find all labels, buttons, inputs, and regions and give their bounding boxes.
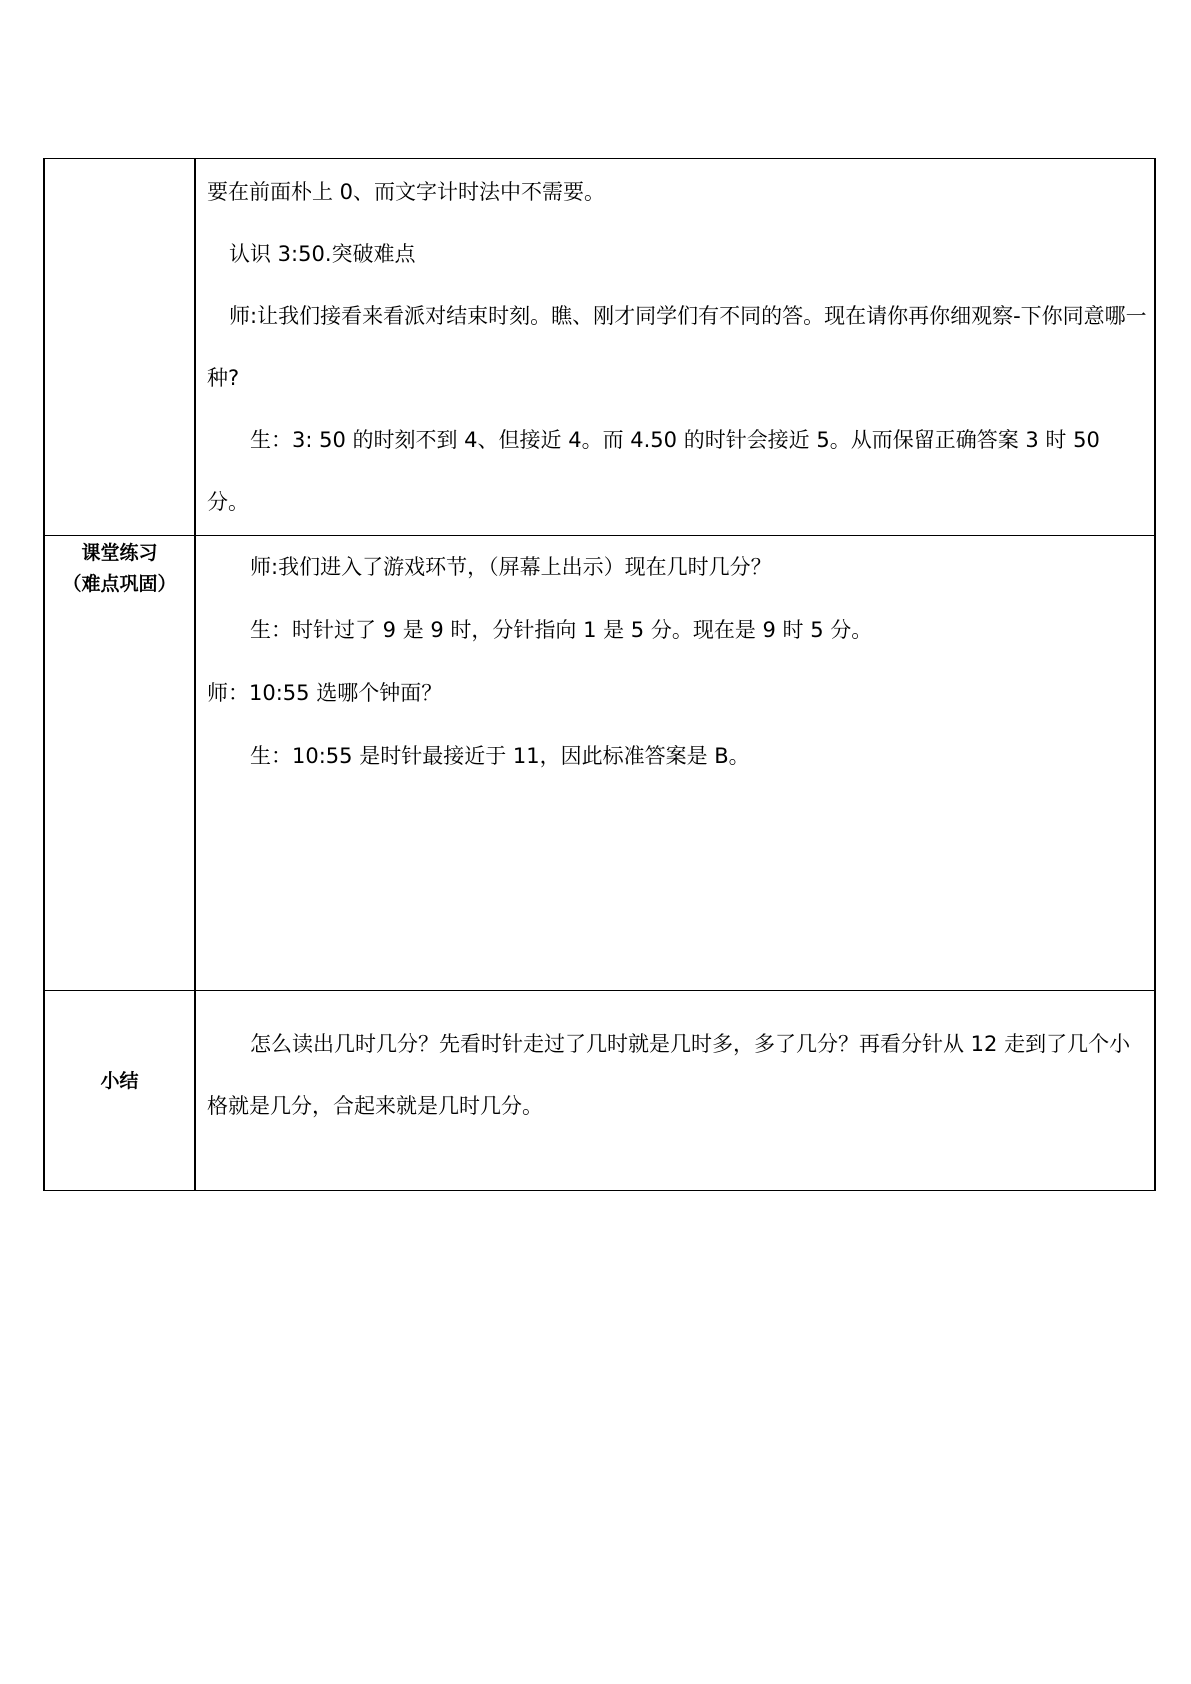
paragraph: 生：时针过了 9 是 9 时，分针指向 1 是 5 分。现在是 9 时 5 分。 bbox=[250, 618, 873, 642]
row-content bbox=[196, 536, 1154, 788]
row-label-cell bbox=[44, 991, 195, 1191]
paragraph: 师:我们进入了游戏环节，（屏幕上出示）现在几时几分？ bbox=[250, 555, 772, 579]
paragraph: 师:让我们接看来看派对结束时刻。瞧、刚才同学们有不同的答。现在请你再你细观察-下你同意哪一种? bbox=[207, 304, 1147, 390]
table-row-summary bbox=[44, 991, 1155, 1191]
row-label bbox=[45, 536, 194, 600]
row-label-line: 课堂练习 bbox=[81, 542, 158, 564]
row-label-cell bbox=[44, 159, 195, 536]
row-content bbox=[196, 991, 1154, 1137]
paragraph: 怎么读出几时几分？先看时针走过了几时就是几时多，多了几分？再看分针从 12 走到了几个小格就是几分，合起来就是几时几分。 bbox=[207, 1032, 1131, 1118]
table-row-continuation bbox=[44, 159, 1155, 536]
paragraph: 要在前面朴上 0、而文字计时法中不需要。 bbox=[207, 180, 606, 204]
row-content-cell bbox=[195, 536, 1155, 991]
table-row-practice bbox=[44, 536, 1155, 991]
row-label-line: （难点巩固） bbox=[62, 573, 177, 595]
lesson-plan-table bbox=[43, 158, 1156, 1191]
row-label bbox=[45, 159, 194, 161]
paragraph: 认识 3:50.突破难点 bbox=[229, 242, 416, 266]
row-label-cell bbox=[44, 536, 195, 991]
row-content bbox=[196, 159, 1154, 533]
row-content-cell bbox=[195, 991, 1155, 1191]
paragraph: 生：3: 50 的时刻不到 4、但接近 4。而 4.50 的时针会接近 5。从而保留正确答案 3 时 50 分。 bbox=[207, 428, 1107, 514]
row-label: 小结 bbox=[100, 1070, 139, 1092]
paragraph: 生：10:55 是时针最接近于 11，因此标准答案是 B。 bbox=[250, 744, 750, 768]
row-content-cell bbox=[195, 159, 1155, 536]
paragraph: 师：10:55 选哪个钟面？ bbox=[207, 681, 443, 705]
